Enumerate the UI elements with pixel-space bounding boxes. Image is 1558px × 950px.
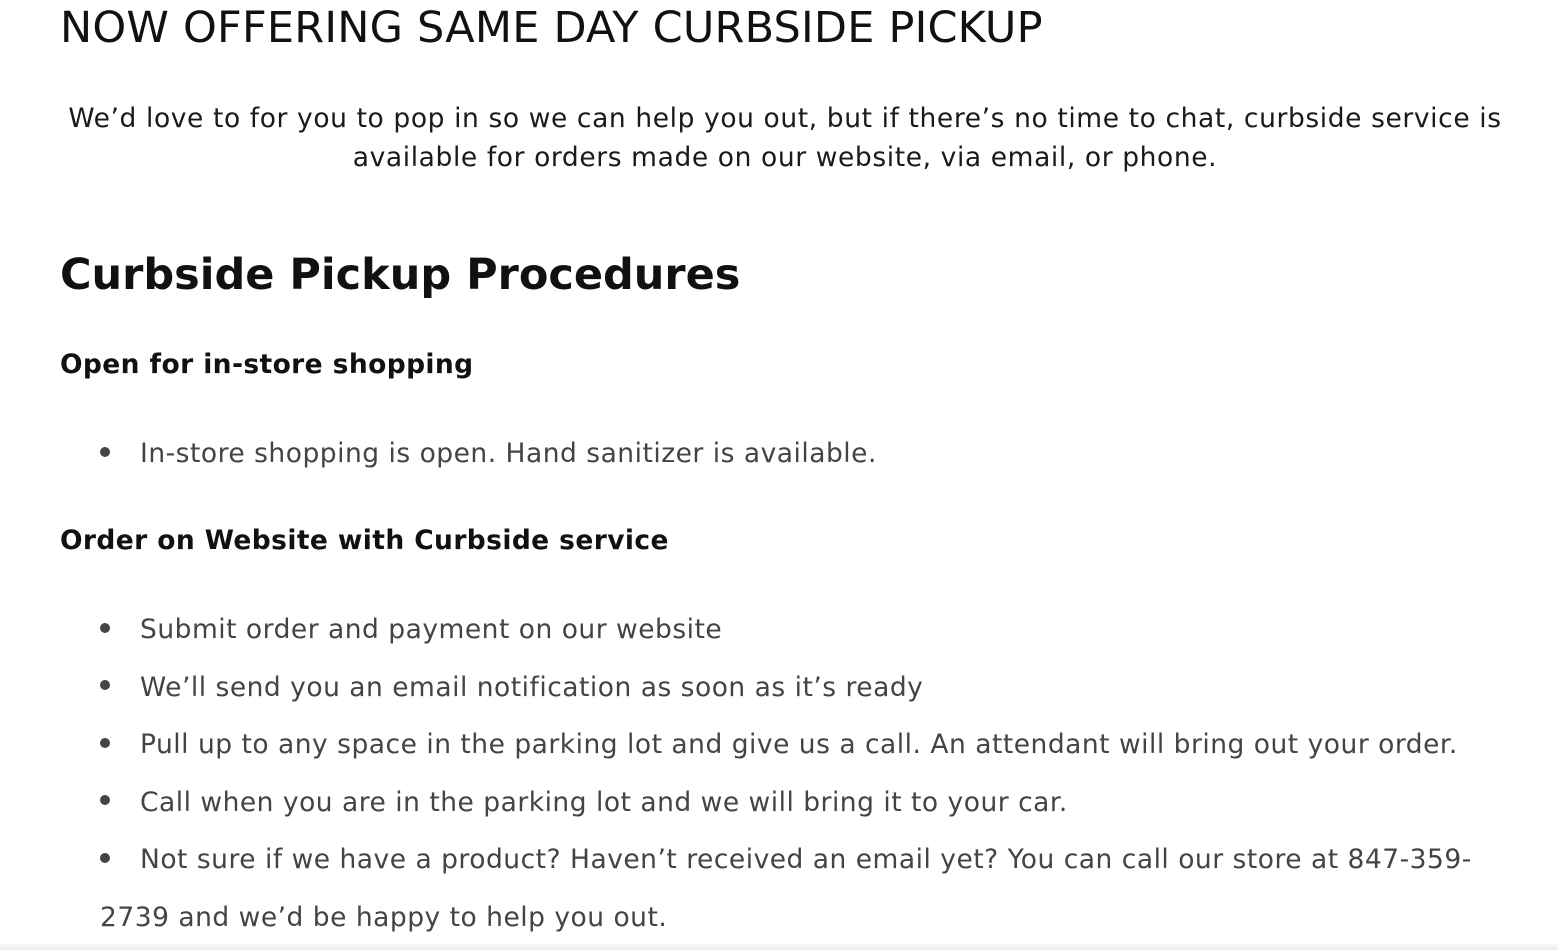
instore-heading: Open for in-store shopping xyxy=(60,349,474,380)
list-item-text: Call when you are in the parking lot and we will bring it to your car. xyxy=(140,786,1068,818)
list-item xyxy=(100,659,1505,717)
list-item-text: In-store shopping is open. Hand sanitizer is available. xyxy=(140,438,877,469)
list-item xyxy=(100,716,1505,774)
list-item xyxy=(100,831,1505,946)
list-item xyxy=(100,425,877,483)
banner-title: NOW OFFERING SAME DAY CURBSIDE PICKUP xyxy=(60,3,1043,53)
website-order-heading: Order on Website with Curbside service xyxy=(60,525,669,556)
bullet-icon xyxy=(100,795,110,805)
procedures-heading: Curbside Pickup Procedures xyxy=(60,250,741,300)
website-order-list xyxy=(100,601,1505,946)
list-item-text: Pull up to any space in the parking lot and give us a call. An attendant will bring out your order. xyxy=(140,729,1458,760)
bullet-icon xyxy=(100,853,110,863)
bullet-icon xyxy=(100,738,110,748)
list-item-text: Submit order and payment on our website xyxy=(140,614,723,645)
list-item xyxy=(100,601,1505,659)
instore-list xyxy=(100,425,877,483)
bullet-icon xyxy=(100,623,110,633)
bullet-icon xyxy=(100,447,110,457)
list-item-text: Not sure if we have a product? Haven’t received an email yet? You can call our store at 847-359-2739 and we’d be happy to help you out. xyxy=(100,844,1472,933)
bullet-icon xyxy=(100,680,110,690)
intro-paragraph: We’d love to for you to pop in so we can help you out, but if there’s no time to chat, curbside service is available for orders made on our website, via email, or phone. xyxy=(68,103,1502,173)
bottom-edge-shadow xyxy=(0,942,1558,950)
list-item xyxy=(100,774,1505,832)
list-item-text: We’ll send you an email notification as soon as it’s ready xyxy=(140,671,924,703)
